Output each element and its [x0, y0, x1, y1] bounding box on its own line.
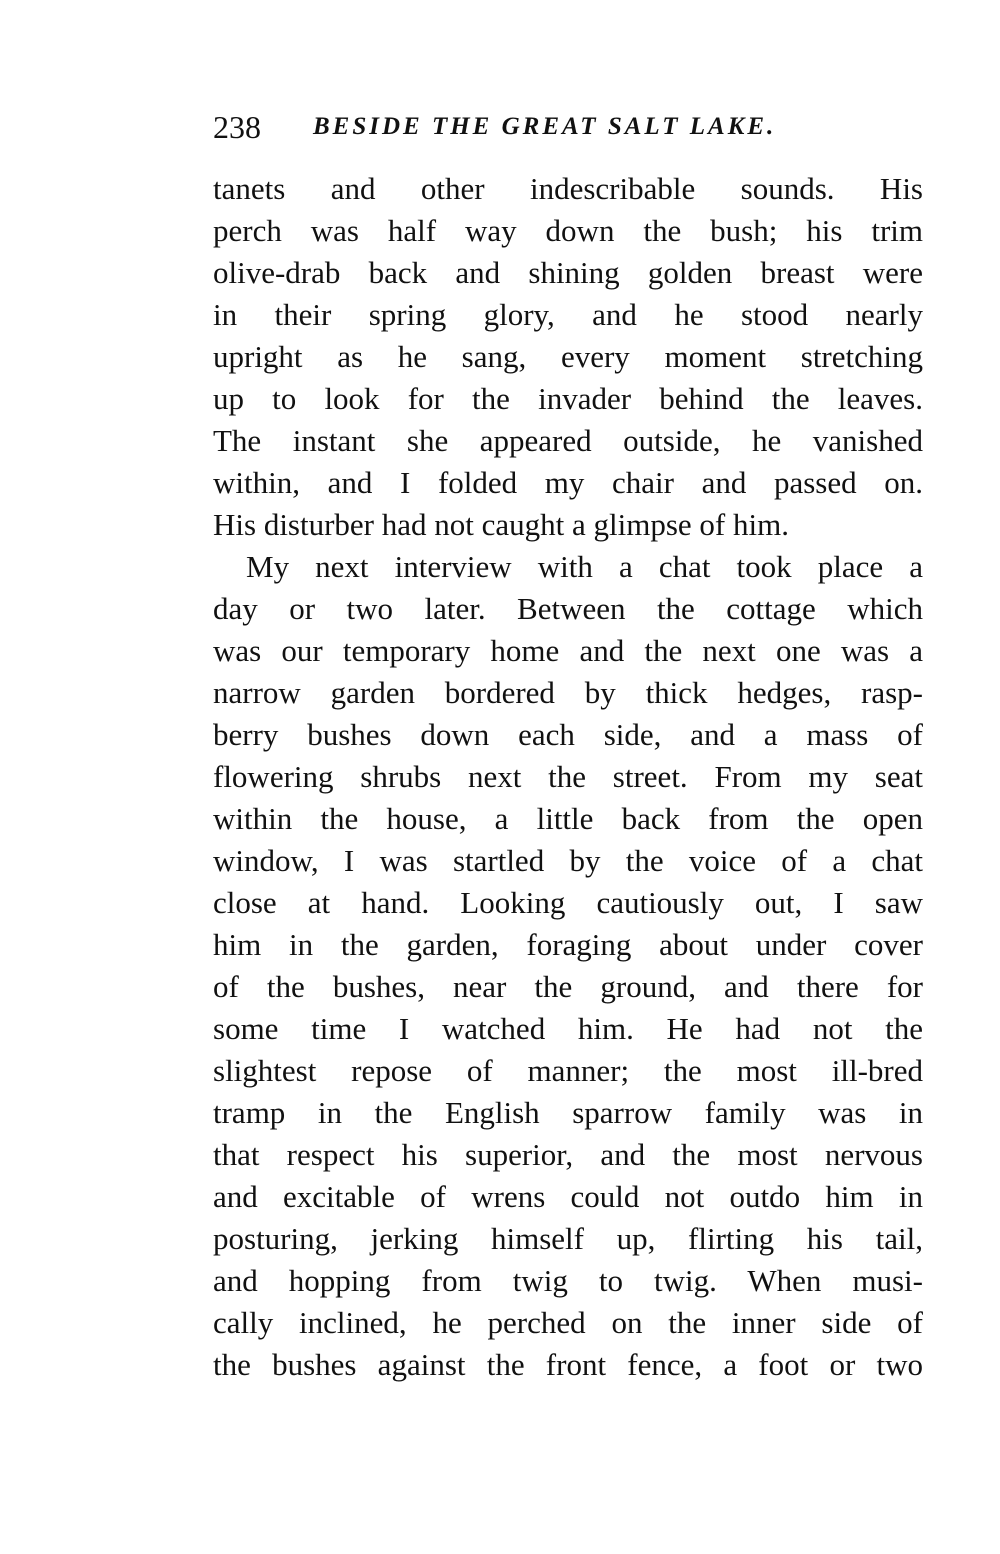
text-line: slightest repose of manner; the most ill-bred	[213, 1053, 923, 1088]
text-line: within, and I folded my chair and passed on.	[213, 465, 923, 500]
page-number: 238	[213, 109, 261, 145]
text-line: and excitable of wrens could not outdo him in	[213, 1179, 923, 1214]
text-line: up to look for the invader behind the leaves.	[213, 381, 923, 416]
text-line: close at hand. Looking cautiously out, I saw	[213, 885, 923, 920]
text-line: The instant she appeared outside, he vanished	[213, 423, 923, 458]
text-line: within the house, a little back from the open	[213, 801, 923, 836]
text-line: cally inclined, he perched on the inner side of	[213, 1305, 923, 1340]
text-line: him in the garden, foraging about under cover	[213, 927, 923, 962]
text-line: berry bushes down each side, and a mass of	[213, 717, 923, 752]
text-line: flowering shrubs next the street. From my seat	[213, 759, 923, 794]
text-line: was our temporary home and the next one was a	[213, 633, 923, 668]
text-line: the bushes against the front fence, a foot or two	[213, 1347, 923, 1382]
running-title: BESIDE THE GREAT SALT LAKE.	[313, 113, 777, 140]
text-line: narrow garden bordered by thick hedges, rasp-	[213, 675, 923, 710]
text-line: My next interview with a chat took place a	[246, 549, 923, 584]
body-text	[213, 168, 923, 1386]
text-line: window, I was startled by the voice of a chat	[213, 843, 923, 878]
text-line: that respect his superior, and the most nervous	[213, 1137, 923, 1172]
text-line: tanets and other indescribable sounds. His	[213, 171, 923, 206]
text-line: in their spring glory, and he stood nearly	[213, 297, 923, 332]
running-head	[213, 102, 923, 152]
text-line: perch was half way down the bush; his trim	[213, 213, 923, 248]
text-line: posturing, jerking himself up, flirting his tail,	[213, 1221, 923, 1256]
text-line: olive-drab back and shining golden breast were	[213, 255, 923, 290]
text-line: tramp in the English sparrow family was in	[213, 1095, 923, 1130]
text-line: some time I watched him. He had not the	[213, 1011, 923, 1046]
text-line: His disturber had not caught a glimpse of him.	[213, 507, 789, 542]
text-line: and hopping from twig to twig. When musi-	[213, 1263, 923, 1298]
text-line: day or two later. Between the cottage which	[213, 591, 923, 626]
text-line: upright as he sang, every moment stretching	[213, 339, 923, 374]
text-line: of the bushes, near the ground, and there for	[213, 969, 923, 1004]
